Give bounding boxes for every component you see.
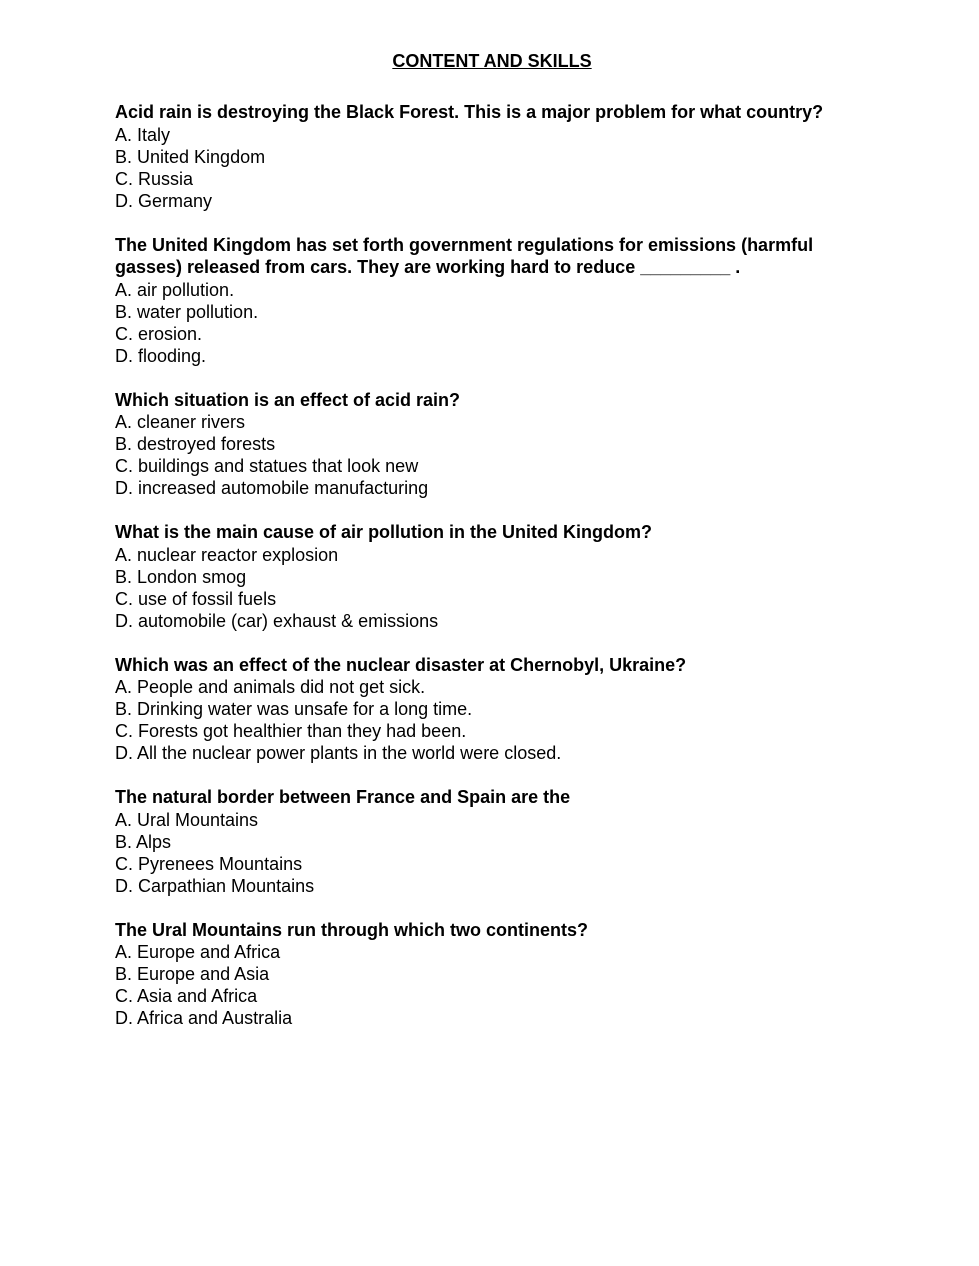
question-1	[115, 101, 869, 212]
answer-option-a: A. nuclear reactor explosion	[115, 544, 339, 565]
answer-options	[115, 544, 869, 632]
answer-option-a: A. Europe and Africa	[115, 942, 281, 962]
answer-option-c: C. Russia	[115, 168, 194, 189]
question-list	[115, 101, 869, 1029]
answer-option-b: B. destroyed forests	[115, 434, 276, 454]
answer-option-c: C. erosion.	[115, 323, 203, 344]
question-text: Which was an effect of the nuclear disaster at Chernobyl, Ukraine?	[115, 654, 687, 675]
question-text: The United Kingdom has set forth government regulations for emissions (harmful gasses) released from cars. They are working hard to reduce _________ .	[115, 234, 814, 277]
answer-options	[115, 941, 869, 1029]
answer-option-b: B. United Kingdom	[115, 146, 266, 167]
answer-option-d: D. increased automobile manufacturing	[115, 478, 429, 498]
answer-option-d: D. Africa and Australia	[115, 1008, 293, 1028]
question-text: The natural border between France and Spain are the	[115, 787, 571, 807]
question-text: The Ural Mountains run through which two continents?	[115, 919, 588, 940]
question-text: Which situation is an effect of acid rain?	[115, 389, 461, 410]
page-title: CONTENT AND SKILLS	[392, 51, 592, 71]
answer-option-d: D. All the nuclear power plants in the world were closed.	[115, 743, 562, 763]
answer-option-b: B. Europe and Asia	[115, 964, 270, 984]
answer-option-a: A. Italy	[115, 124, 171, 145]
answer-options	[115, 676, 869, 764]
answer-option-b: B. Alps	[115, 831, 172, 852]
question-5	[115, 654, 869, 765]
answer-option-c: C. Pyrenees Mountains	[115, 853, 303, 874]
answer-option-a: A. cleaner rivers	[115, 412, 246, 432]
answer-options	[115, 279, 869, 367]
answer-option-c: C. use of fossil fuels	[115, 588, 277, 609]
answer-option-d: D. Germany	[115, 190, 213, 211]
question-6	[115, 786, 869, 897]
answer-options	[115, 411, 869, 499]
answer-option-c: C. Asia and Africa	[115, 986, 258, 1006]
question-7	[115, 919, 869, 1030]
answer-option-b: B. water pollution.	[115, 301, 259, 322]
answer-options	[115, 124, 869, 212]
question-3	[115, 389, 869, 500]
answer-option-a: A. People and animals did not get sick.	[115, 677, 426, 697]
answer-option-a: A. air pollution.	[115, 279, 235, 300]
question-4	[115, 521, 869, 632]
answer-option-d: D. Carpathian Mountains	[115, 875, 315, 896]
question-2	[115, 234, 869, 367]
answer-option-d: D. automobile (car) exhaust & emissions	[115, 610, 439, 631]
answer-option-c: C. buildings and statues that look new	[115, 456, 419, 476]
answer-option-a: A. Ural Mountains	[115, 809, 259, 830]
answer-option-d: D. flooding.	[115, 345, 207, 366]
question-text: What is the main cause of air pollution in the United Kingdom?	[115, 522, 653, 542]
answer-option-c: C. Forests got healthier than they had been.	[115, 721, 467, 741]
answer-option-b: B. Drinking water was unsafe for a long time.	[115, 699, 473, 719]
answer-option-b: B. London smog	[115, 566, 247, 587]
answer-options	[115, 809, 869, 897]
question-text: Acid rain is destroying the Black Forest. This is a major problem for what country?	[115, 102, 824, 122]
